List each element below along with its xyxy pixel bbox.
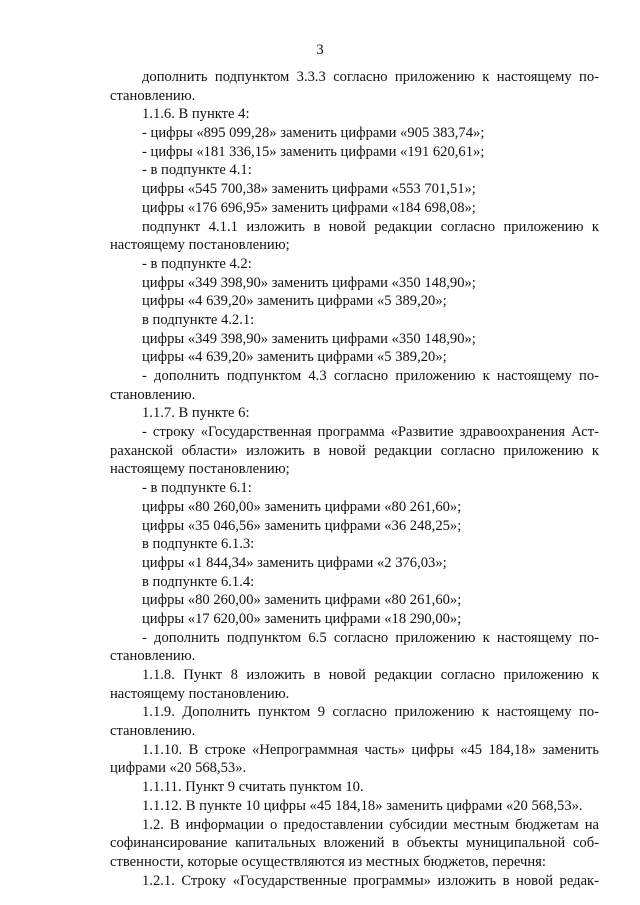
text-line (0, 666, 640, 685)
text-line (0, 797, 640, 816)
text-line (0, 703, 640, 722)
line-text: цифры «80 260,00» заменить цифрами «80 261,60»; (142, 592, 462, 609)
text-line (0, 68, 640, 87)
line-text: - в подпункте 4.1: (142, 162, 252, 179)
line-text: становлению. (110, 87, 196, 104)
text-line (0, 87, 640, 106)
page-number: 3 (316, 42, 324, 58)
text-line (0, 348, 640, 367)
line-text: дополнить подпунктом 3.3.3 согласно приложению к настоящему по- (142, 69, 599, 85)
line-text: настоящему постановлению. (110, 685, 290, 702)
line-text: цифры «17 620,00» заменить цифрами «18 290,00»; (142, 610, 462, 627)
line-text: софинансирование капитальных вложений в объекты муниципальной соб- (110, 835, 599, 852)
text-line (0, 161, 640, 180)
text-line (0, 685, 640, 704)
line-text: цифры «545 700,38» заменить цифрами «553 701,51»; (142, 181, 476, 198)
text-line (0, 479, 640, 498)
line-text: - цифры «895 099,28» заменить цифрами «905 383,74»; (142, 125, 485, 142)
text-line (0, 236, 640, 255)
text-line (0, 423, 640, 442)
line-text: - дополнить подпунктом 6.5 согласно приложению к настоящему по- (142, 629, 599, 646)
line-text: цифры «176 696,95» заменить цифрами «184 698,08»; (142, 199, 476, 216)
text-line (0, 853, 640, 872)
line-text: цифры «80 260,00» заменить цифрами «80 261,60»; (142, 498, 462, 515)
line-text: 1.2. В информации о предоставлении субсидии местным бюджетам на (142, 816, 599, 833)
line-text: ственности, которые осуществляются из местных бюджетов, перечня: (110, 853, 546, 870)
text-line (0, 255, 640, 274)
line-text: 1.1.6. В пункте 4: (142, 106, 250, 123)
text-line (0, 143, 640, 162)
text-line (0, 816, 640, 835)
text-line (0, 517, 640, 536)
text-line (0, 218, 640, 237)
text-line (0, 442, 640, 461)
line-text: 1.1.9. Дополнить пунктом 9 согласно приложению к настоящему по- (142, 704, 599, 721)
line-text: - в подпункте 6.1: (142, 480, 252, 497)
line-text: 1.2.1. Строку «Государственные программы» изложить в новой редак- (142, 872, 599, 889)
line-text: - строку «Государственная программа «Развитие здравоохранения Аст- (142, 424, 599, 441)
line-text: цифры «4 639,20» заменить цифрами «5 389,20»; (142, 349, 447, 366)
line-text: настоящему постановлению; (110, 237, 290, 254)
line-text: 1.1.12. В пункте 10 цифры «45 184,18» заменить цифрами «20 568,53». (142, 797, 583, 814)
text-line (0, 629, 640, 648)
text-line (0, 498, 640, 517)
line-text: цифры «349 398,90» заменить цифрами «350 148,90»; (142, 330, 476, 347)
text-line (0, 554, 640, 573)
line-text: становлению. (110, 648, 196, 665)
line-text: цифры «4 639,20» заменить цифрами «5 389,20»; (142, 293, 447, 310)
text-line (0, 124, 640, 143)
text-line (0, 367, 640, 386)
text-line (0, 460, 640, 479)
line-text: становлению. (110, 386, 196, 403)
line-text: - цифры «181 336,15» заменить цифрами «191 620,61»; (142, 143, 485, 160)
line-text: в подпункте 4.2.1: (142, 311, 255, 328)
text-line (0, 180, 640, 199)
line-text: 1.1.11. Пункт 9 считать пунктом 10. (142, 779, 364, 796)
text-line (0, 311, 640, 330)
text-line (0, 199, 640, 218)
line-text: раханской области» изложить в новой редакции согласно приложению к (110, 442, 599, 459)
line-text: 1.1.7. В пункте 6: (142, 405, 250, 422)
line-text: цифры «35 046,56» заменить цифрами «36 248,25»; (142, 517, 462, 534)
line-text: цифры «349 398,90» заменить цифрами «350 148,90»; (142, 274, 476, 291)
text-line (0, 330, 640, 349)
text-line (0, 778, 640, 797)
text-line (0, 591, 640, 610)
text-line (0, 292, 640, 311)
text-line (0, 741, 640, 760)
text-line (0, 274, 640, 293)
text-line (0, 386, 640, 405)
text-line (0, 647, 640, 666)
line-text: в подпункте 6.1.4: (142, 573, 255, 590)
text-line (0, 573, 640, 592)
text-line (0, 105, 640, 124)
line-text: в подпункте 6.1.3: (142, 536, 255, 553)
text-line (0, 535, 640, 554)
text-line (0, 759, 640, 778)
line-text: цифрами «20 568,53». (110, 760, 247, 777)
line-text: 1.1.10. В строке «Непрограммная часть» цифры «45 184,18» заменить (142, 741, 599, 758)
line-text: - в подпункте 4.2: (142, 255, 252, 272)
line-text: становлению. (110, 723, 196, 740)
text-line (0, 610, 640, 629)
text-line (0, 722, 640, 741)
text-line (0, 404, 640, 423)
text-line (0, 872, 640, 891)
line-text: - дополнить подпунктом 4.3 согласно приложению к настоящему по- (142, 368, 599, 384)
line-text: цифры «1 844,34» заменить цифрами «2 376,03»; (142, 554, 447, 571)
line-text: настоящему постановлению; (110, 461, 290, 478)
line-text: подпункт 4.1.1 изложить в новой редакции согласно приложению к (142, 218, 599, 235)
line-text: 1.1.8. Пункт 8 изложить в новой редакции согласно приложению к (142, 667, 599, 683)
document-body (0, 68, 640, 890)
text-line (0, 834, 640, 853)
